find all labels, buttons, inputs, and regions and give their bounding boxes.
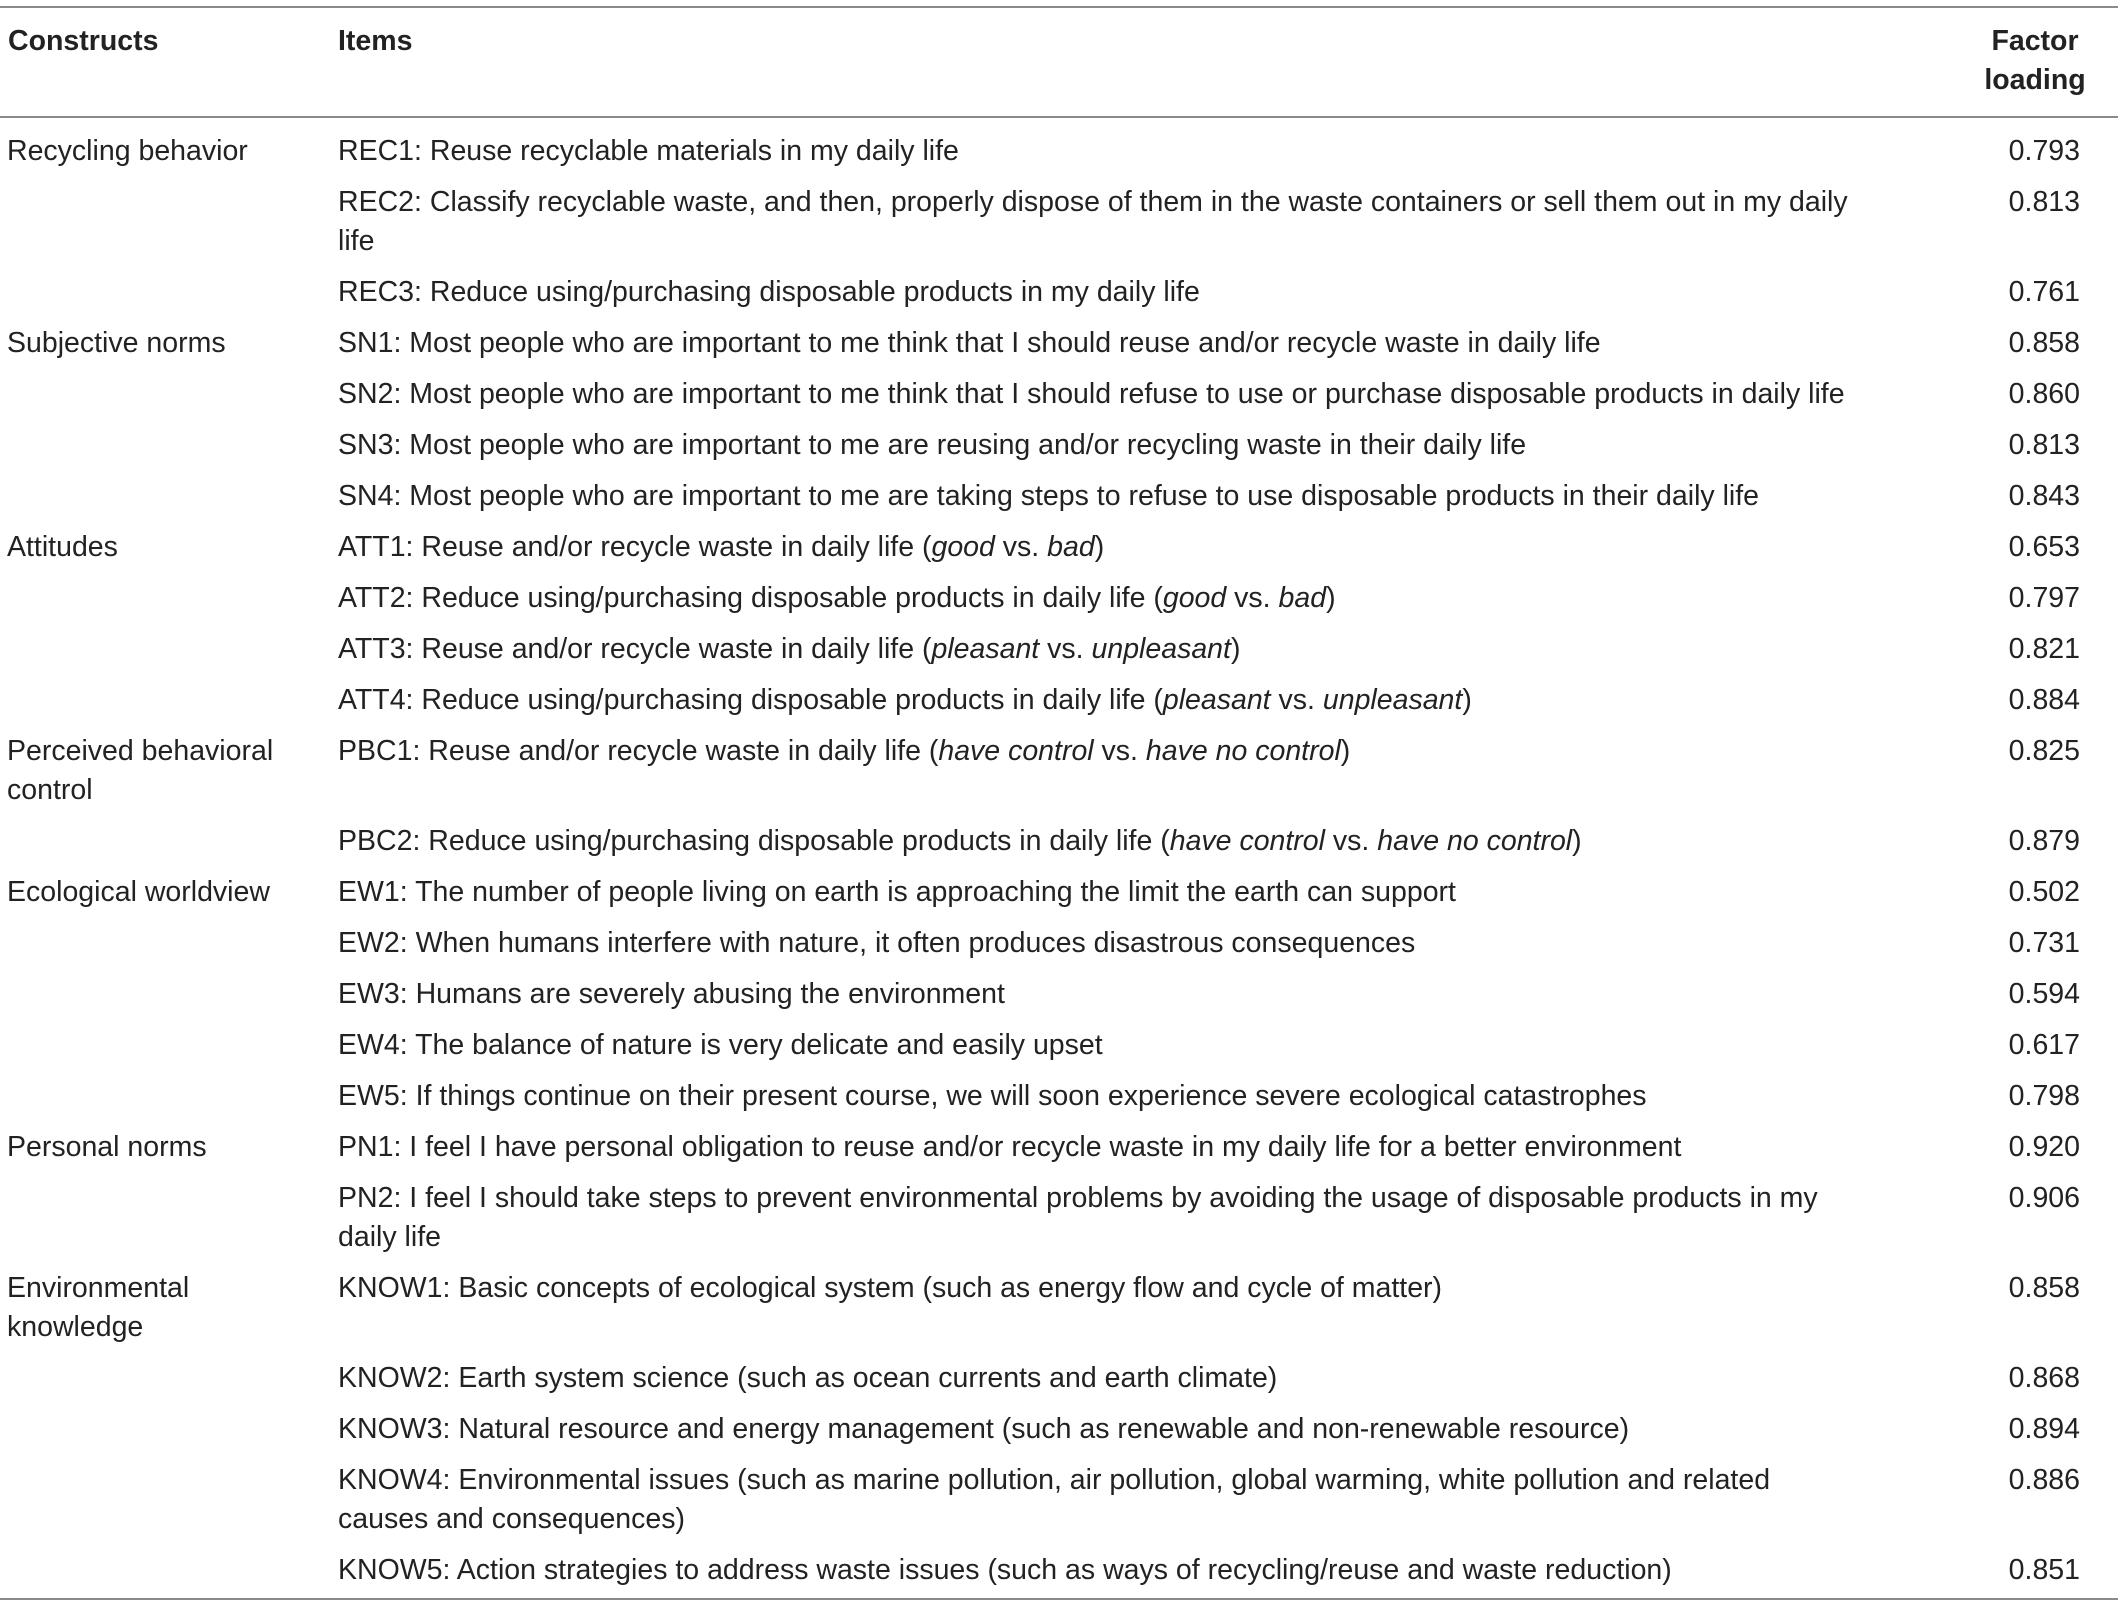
table-row — [0, 524, 2118, 575]
factor-loading-cell: 0.502 — [2008, 876, 2080, 908]
item-cell — [330, 677, 1900, 728]
item-cell: PN2: I feel I should take steps to prevent environmental problems by avoiding the usage of disposable products in my daily life — [338, 1182, 1818, 1253]
header-constructs: Constructs — [8, 25, 159, 57]
construct-cell — [0, 575, 330, 626]
table-row — [0, 117, 2118, 179]
table-row — [0, 1073, 2118, 1124]
factor-loading-cell: 0.858 — [2008, 1272, 2080, 1304]
item-anchor-text: good — [931, 531, 995, 563]
construct-cell: Subjective norms — [7, 327, 226, 359]
construct-cell — [0, 473, 330, 524]
item-anchor-text: pleasant — [1162, 684, 1271, 716]
item-cell: SN1: Most people who are important to me think that I should reuse and/or recycle waste in daily life — [338, 327, 1601, 359]
table-row — [0, 818, 2118, 869]
item-anchor-text: have no control — [1145, 735, 1341, 767]
item-cell: KNOW1: Basic concepts of ecological system (such as energy flow and cycle of matter) — [338, 1272, 1443, 1304]
item-text: ) — [1340, 735, 1351, 767]
table-row — [0, 320, 2118, 371]
table-row — [0, 422, 2118, 473]
factor-loading-cell: 0.860 — [2008, 378, 2080, 410]
factor-loading-cell: 0.879 — [2008, 825, 2080, 857]
factor-loading-cell: 0.920 — [2008, 1131, 2080, 1163]
item-anchor-text: good — [1162, 582, 1227, 614]
factor-loading-cell: 0.813 — [2008, 429, 2080, 461]
factor-loading-cell: 0.761 — [2008, 276, 2080, 308]
item-cell — [330, 818, 1900, 869]
construct-cell — [0, 818, 330, 869]
factor-loading-cell: 0.851 — [2008, 1554, 2080, 1586]
item-cell: REC1: Reuse recyclable materials in my daily life — [338, 135, 959, 167]
header-factor-loading-line1: Factor — [1991, 25, 2079, 57]
construct-cell — [0, 1547, 330, 1599]
item-cell: SN4: Most people who are important to me are taking steps to refuse to use disposable products in their daily life — [338, 480, 1760, 512]
table-header — [0, 7, 2118, 117]
construct-cell — [0, 626, 330, 677]
factor-loading-cell: 0.843 — [2008, 480, 2080, 512]
header-factor-loading-line2: loading — [1984, 64, 2086, 96]
factor-loading-cell: 0.798 — [2008, 1080, 2080, 1112]
item-cell: KNOW3: Natural resource and energy management (such as renewable and non-renewable resource) — [338, 1413, 1630, 1445]
factor-loading-cell: 0.821 — [2008, 633, 2080, 665]
factor-loading-cell: 0.858 — [2008, 327, 2080, 359]
construct-cell — [0, 971, 330, 1022]
item-text: vs. — [1093, 735, 1146, 767]
factor-loading-cell: 0.653 — [2008, 531, 2080, 563]
table-row — [0, 1022, 2118, 1073]
item-text: PBC1: Reuse and/or recycle waste in daily life ( — [338, 735, 939, 767]
item-cell: KNOW4: Environmental issues (such as marine pollution, air pollution, global warming, white pollution and related causes and consequences) — [338, 1464, 1771, 1535]
table-row — [0, 626, 2118, 677]
table-row — [0, 1547, 2118, 1599]
factor-loading-cell: 0.813 — [2008, 186, 2080, 218]
construct-cell: Personal norms — [7, 1131, 207, 1163]
item-text: ATT4: Reduce using/purchasing disposable products in daily life ( — [338, 684, 1163, 716]
item-text: vs. — [1324, 825, 1378, 857]
item-text: ATT2: Reduce using/purchasing disposable products in daily life ( — [338, 582, 1163, 614]
construct-cell: Environmental knowledge — [7, 1272, 190, 1343]
item-cell: PN1: I feel I have personal obligation to reuse and/or recycle waste in my daily life for a better environment — [338, 1131, 1682, 1163]
item-cell: SN2: Most people who are important to me think that I should refuse to use or purchase disposable products in daily life — [338, 378, 1845, 410]
item-anchor-text: have no control — [1377, 825, 1573, 857]
construct-cell: Perceived behavioral control — [7, 735, 274, 806]
table-row — [0, 1406, 2118, 1457]
construct-cell — [0, 269, 330, 320]
header-items: Items — [338, 25, 413, 57]
factor-loading-cell: 0.594 — [2008, 978, 2080, 1010]
factor-loading-table — [0, 6, 2118, 1600]
item-cell: EW3: Humans are severely abusing the environment — [338, 978, 1005, 1010]
item-anchor-text: unpleasant — [1322, 684, 1463, 716]
table-row — [0, 677, 2118, 728]
construct-cell — [0, 179, 330, 269]
factor-loading-table-container — [0, 6, 2118, 1600]
item-text: ) — [1326, 582, 1336, 614]
item-anchor-text: have control — [1169, 825, 1325, 857]
item-cell: REC3: Reduce using/purchasing disposable products in my daily life — [338, 276, 1200, 308]
factor-loading-cell: 0.906 — [2008, 1182, 2080, 1214]
table-row — [0, 473, 2118, 524]
item-text: ATT3: Reuse and/or recycle waste in daily life ( — [338, 633, 932, 665]
item-anchor-text: pleasant — [931, 633, 1040, 665]
construct-cell — [0, 920, 330, 971]
header-row — [0, 7, 2118, 117]
item-cell: EW2: When humans interfere with nature, it often produces disastrous consequences — [338, 927, 1416, 959]
item-cell — [330, 626, 1900, 677]
construct-cell: Attitudes — [7, 531, 118, 563]
item-cell: SN3: Most people who are important to me are reusing and/or recycling waste in their daily life — [338, 429, 1527, 461]
table-row — [0, 1457, 2118, 1547]
construct-cell — [0, 1406, 330, 1457]
construct-cell — [0, 1073, 330, 1124]
item-text: ATT1: Reuse and/or recycle waste in daily life ( — [338, 531, 932, 563]
item-cell: REC2: Classify recyclable waste, and then, properly dispose of them in the waste containers or sell them out in my daily life — [338, 186, 1848, 257]
table-row — [0, 1265, 2118, 1355]
table-row — [0, 1355, 2118, 1406]
table-row — [0, 1175, 2118, 1265]
item-text: PBC2: Reduce using/purchasing disposable products in daily life ( — [338, 825, 1170, 857]
factor-loading-cell: 0.886 — [2008, 1464, 2080, 1496]
table-row — [0, 179, 2118, 269]
item-text: ) — [1462, 684, 1472, 716]
item-text: vs. — [1226, 582, 1279, 614]
factor-loading-cell: 0.793 — [2008, 135, 2080, 167]
item-cell: EW4: The balance of nature is very delicate and easily upset — [338, 1029, 1103, 1061]
construct-cell: Ecological worldview — [7, 876, 270, 908]
factor-loading-cell: 0.894 — [2008, 1413, 2080, 1445]
item-cell — [330, 524, 1900, 575]
item-text: vs. — [1039, 633, 1092, 665]
factor-loading-cell: 0.797 — [2008, 582, 2080, 614]
construct-cell — [0, 677, 330, 728]
item-anchor-text: unpleasant — [1091, 633, 1231, 665]
construct-cell: Recycling behavior — [7, 135, 248, 167]
item-cell — [330, 575, 1900, 626]
construct-cell — [0, 1175, 330, 1265]
item-cell: EW5: If things continue on their present course, we will soon experience severe ecological catastrophes — [338, 1080, 1647, 1112]
table-row — [0, 269, 2118, 320]
construct-cell — [0, 1355, 330, 1406]
factor-loading-cell: 0.884 — [2008, 684, 2080, 716]
construct-cell — [0, 1457, 330, 1547]
construct-cell — [0, 422, 330, 473]
construct-cell — [0, 1022, 330, 1073]
item-text: vs. — [994, 531, 1048, 563]
item-text: vs. — [1270, 684, 1323, 716]
table-row — [0, 575, 2118, 626]
table-row — [0, 728, 2118, 818]
item-text: ) — [1230, 633, 1241, 665]
item-cell: EW1: The number of people living on earth is approaching the limit the earth can support — [338, 876, 1456, 908]
table-body — [0, 117, 2118, 1599]
item-anchor-text: bad — [1047, 531, 1095, 563]
table-row — [0, 869, 2118, 920]
item-text: ) — [1572, 825, 1582, 857]
table-row — [0, 371, 2118, 422]
header-factor-loading — [1900, 7, 2118, 117]
item-anchor-text: have control — [938, 735, 1094, 767]
item-text: ) — [1094, 531, 1105, 563]
factor-loading-cell: 0.617 — [2008, 1029, 2080, 1061]
table-row — [0, 971, 2118, 1022]
item-cell: KNOW2: Earth system science (such as ocean currents and earth climate) — [338, 1362, 1278, 1394]
factor-loading-cell: 0.731 — [2008, 927, 2080, 959]
item-cell: KNOW5: Action strategies to address waste issues (such as ways of recycling/reuse and waste reduction) — [338, 1554, 1672, 1586]
table-row — [0, 1124, 2118, 1175]
table-row — [0, 920, 2118, 971]
item-anchor-text: bad — [1278, 582, 1327, 614]
item-cell — [330, 728, 1900, 818]
factor-loading-cell: 0.825 — [2008, 735, 2080, 767]
factor-loading-cell: 0.868 — [2008, 1362, 2080, 1394]
construct-cell — [0, 371, 330, 422]
